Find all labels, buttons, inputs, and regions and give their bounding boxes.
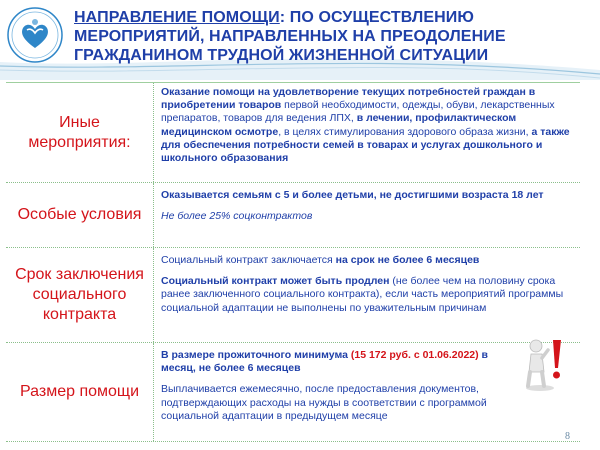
text-bold: в месяц, не более 6 месяцев xyxy=(161,349,489,375)
table-row xyxy=(6,82,580,183)
table-row xyxy=(6,183,580,248)
row-label: Размер помощи xyxy=(6,343,154,441)
row-value xyxy=(154,183,580,247)
text: первой необходимости, одежды, обуви, лекарственных препаратов, товаров для ведения ЛПХ, xyxy=(161,99,555,125)
info-table xyxy=(6,82,580,442)
row-value xyxy=(154,343,580,441)
text: Выплачивается ежемесячно, после предоставления документов, подтверждающих расходы на нужды в соответствии с программой социальной адаптации в предыдущем месяце xyxy=(161,383,487,422)
row-label: Особые условия xyxy=(6,183,154,247)
person-exclamation-icon xyxy=(520,336,568,392)
table-row xyxy=(6,343,580,442)
text-bold: на срок не более 6 месяцев xyxy=(335,254,480,266)
text-bold: Оказание помощи на удовлетворение текущих потребностей граждан в приобретении товаров xyxy=(161,86,536,112)
title-rest: : ПО ОСУЩЕСТВЛЕНИЮ МЕРОПРИЯТИЙ, НАПРАВЛЕННЫХ НА ПРЕОДОЛЕНИЕ ГРАЖДАНИНОМ ТРУДНОЙ ЖИЗНЕННОЙ СИТУАЦИИ xyxy=(74,9,506,64)
text: , в целях стимулирования здорового образа жизни, xyxy=(278,125,529,138)
heart-hands-logo xyxy=(6,6,64,64)
text: (не более чем на половину срока ранее заключенного социального контракта), если часть мероприятий программы социальной адаптации не выполнены по уважительным причинам xyxy=(161,275,564,314)
text-bold: В размере прожиточного минимума xyxy=(161,349,351,361)
text-italic: Не более 25% соцконтрактов xyxy=(161,210,313,223)
page-title xyxy=(74,8,584,65)
text-red: (15 172 руб. с 01.06.2022) xyxy=(350,349,479,361)
row-label: Срок заключения социального контракта xyxy=(6,248,154,342)
text-bold: Социальный контракт может быть продлен xyxy=(161,275,390,288)
text-bold: Оказывается семьям с 5 и более детьми, не достигшими возраста 18 лет xyxy=(161,189,544,201)
text: Социальный контракт заключается xyxy=(161,254,336,266)
page-number: 8 xyxy=(565,431,570,442)
row-label: Иные мероприятия: xyxy=(6,83,154,182)
row-value xyxy=(154,248,580,342)
text-bold: в лечении, профилактическом медицинском осмотре xyxy=(161,112,517,138)
row-value xyxy=(154,83,580,182)
text-bold: а также для обеспечения потребности семей в товарах и услугах дошкольного и школьного образования xyxy=(161,125,570,165)
table-row xyxy=(6,248,580,343)
title-underlined: НАПРАВЛЕНИЕ ПОМОЩИ xyxy=(74,9,280,26)
